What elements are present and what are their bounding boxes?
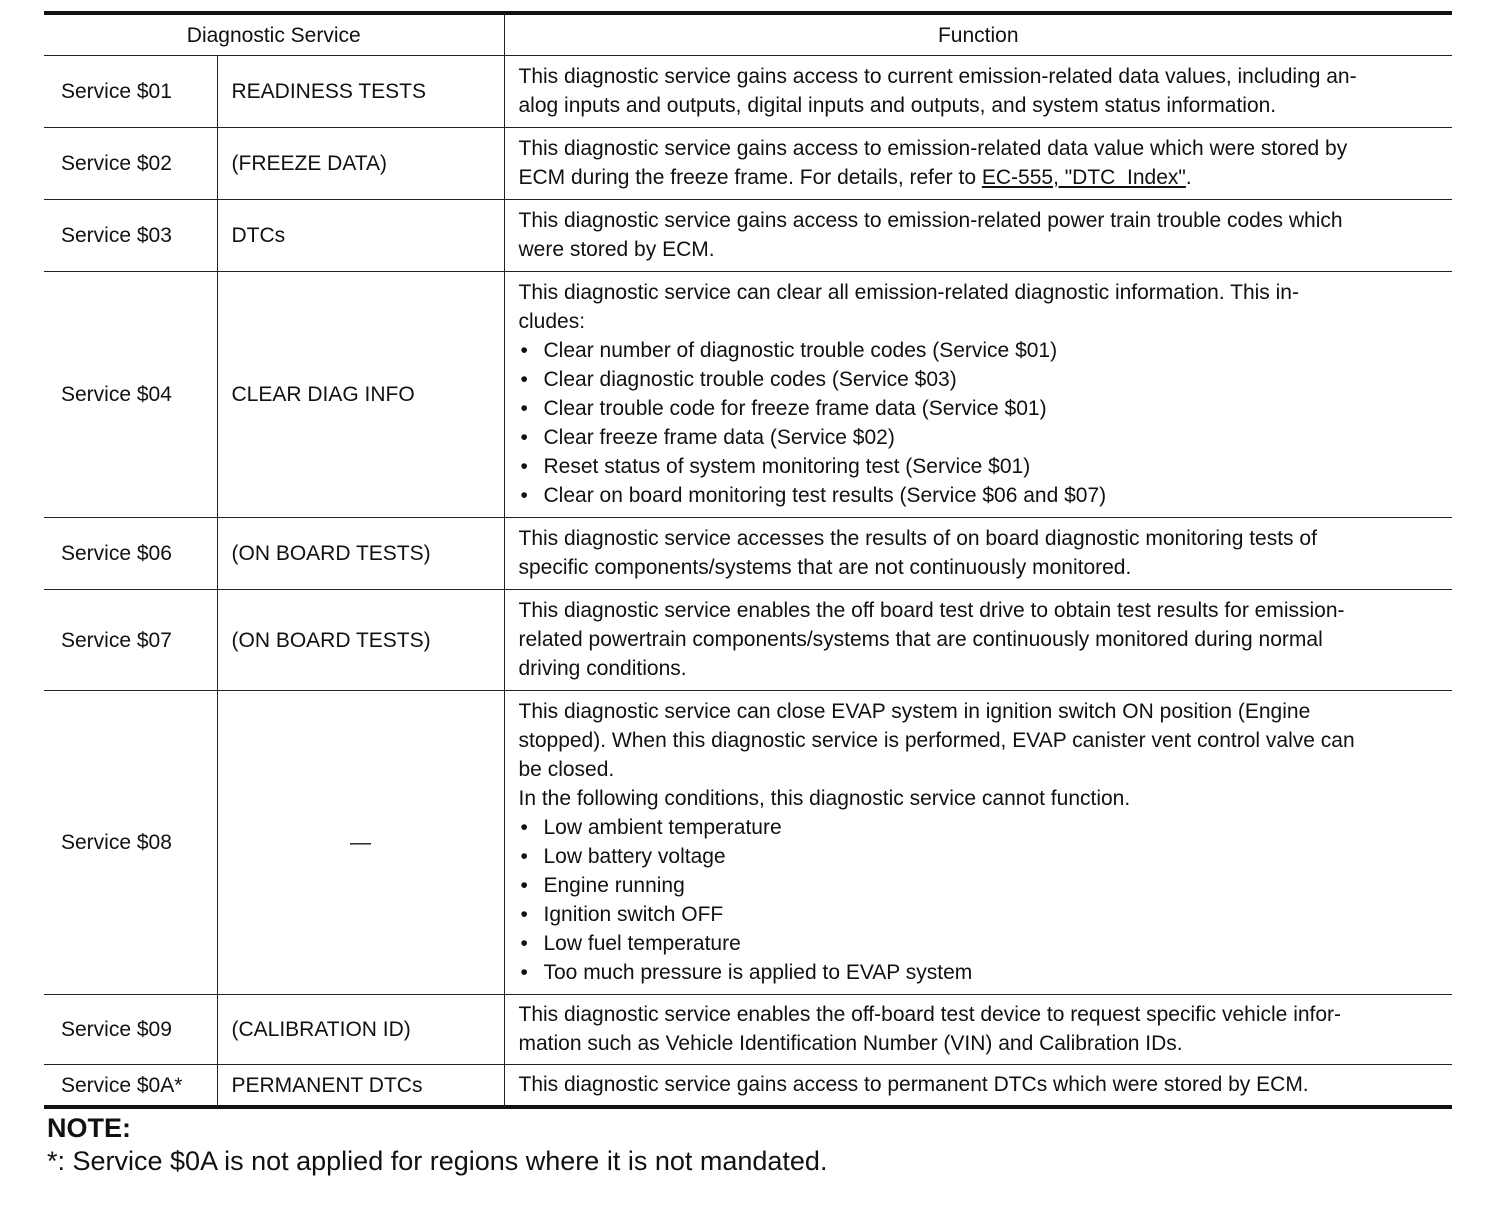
table-row (44, 995, 1452, 1065)
table-row (44, 1065, 1452, 1108)
service-code: Service $01 (44, 56, 217, 128)
function-line: This diagnostic service can clear all emission-related diagnostic information. This in- (518, 281, 1299, 304)
service-code: Service $0A* (44, 1065, 217, 1108)
header-function: Function (504, 13, 1452, 56)
function-line: This diagnostic service enables the off-board test device to request specific vehicle infor- (518, 1003, 1342, 1026)
service-code: Service $09 (44, 995, 217, 1065)
bullet-item: • Low fuel temperature (519, 929, 1439, 958)
note-text: *: Service $0A is not applied for regions where it is not mandated. (47, 1146, 828, 1176)
function-line: This diagnostic service enables the off board test drive to obtain test results for emission- (518, 599, 1345, 622)
bullet-item: • Clear number of diagnostic trouble codes (Service $01) (519, 336, 1439, 365)
bullet-item: • Low battery voltage (519, 842, 1439, 871)
function-line: related powertrain components/systems that are continuously monitored during normal (518, 628, 1323, 651)
bullet-list (519, 336, 1439, 510)
function-text: ECM during the freeze frame. For details, refer to (518, 166, 982, 189)
service-name: (FREEZE DATA) (217, 128, 504, 200)
function-line: stopped). When this diagnostic service is performed, EVAP canister vent control valve can (518, 729, 1355, 752)
function-line: be closed. (518, 758, 615, 781)
service-name: DTCs (217, 200, 504, 272)
header-diagnostic-service: Diagnostic Service (44, 13, 504, 56)
bullet-item: • Low ambient temperature (519, 813, 1439, 842)
function-line: This diagnostic service gains access to permanent DTCs which were stored by ECM. (518, 1073, 1309, 1096)
table-header-row (44, 13, 1452, 56)
service-code: Service $06 (44, 518, 217, 590)
function-line: specific components/systems that are not continuously monitored. (518, 556, 1132, 579)
bullet-item: • Too much pressure is applied to EVAP system (519, 958, 1439, 987)
function-line: driving conditions. (518, 657, 687, 680)
service-name: PERMANENT DTCs (217, 1065, 504, 1108)
table-row (44, 590, 1452, 691)
function-description (504, 518, 1452, 590)
bullet-item: • Clear freeze frame data (Service $02) (519, 423, 1439, 452)
function-line: mation such as Vehicle Identification Number (VIN) and Calibration IDs. (518, 1032, 1183, 1055)
function-line: This diagnostic service can close EVAP system in ignition switch ON position (Engine (518, 700, 1311, 723)
function-line: This diagnostic service gains access to current emission-related data values, including an- (518, 65, 1357, 88)
service-code: Service $04 (44, 272, 217, 518)
function-description (504, 691, 1452, 995)
service-code: Service $03 (44, 200, 217, 272)
function-description (504, 995, 1452, 1065)
document (44, 11, 1452, 1109)
service-name: — (217, 691, 504, 995)
function-line: This diagnostic service gains access to emission-related power train trouble codes which (518, 209, 1343, 232)
function-line: were stored by ECM. (518, 238, 715, 261)
service-name: (CALIBRATION ID) (217, 995, 504, 1065)
function-description (504, 128, 1452, 200)
function-line: alog inputs and outputs, digital inputs and outputs, and system status information. (518, 94, 1277, 117)
dtc-index-link[interactable]: EC-555, "DTC_Index" (981, 166, 1186, 189)
function-description (504, 590, 1452, 691)
function-line: cludes: (518, 310, 586, 333)
function-line (519, 163, 1439, 192)
note-section (47, 1112, 827, 1178)
bullet-item: • Reset status of system monitoring test (Service $01) (519, 452, 1439, 481)
bullet-item: • Engine running (519, 871, 1439, 900)
bullet-item: • Clear trouble code for freeze frame data (Service $01) (519, 394, 1439, 423)
function-description (504, 272, 1452, 518)
service-name: READINESS TESTS (217, 56, 504, 128)
table-row (44, 128, 1452, 200)
service-name: CLEAR DIAG INFO (217, 272, 504, 518)
table-row (44, 691, 1452, 995)
function-description (504, 1065, 1452, 1108)
service-code: Service $02 (44, 128, 217, 200)
function-description (504, 56, 1452, 128)
diagnostic-service-table (44, 11, 1452, 1109)
function-line: In the following conditions, this diagnostic service cannot function. (518, 787, 1131, 810)
function-line: This diagnostic service accesses the results of on board diagnostic monitoring tests of (518, 527, 1317, 550)
service-name: (ON BOARD TESTS) (217, 590, 504, 691)
note-title: NOTE: (47, 1113, 131, 1143)
function-line: This diagnostic service gains access to emission-related data value which were stored by (518, 137, 1348, 160)
table-row (44, 56, 1452, 128)
service-code: Service $08 (44, 691, 217, 995)
table-row (44, 518, 1452, 590)
bullet-list (519, 813, 1439, 987)
function-text: . (1185, 166, 1192, 189)
table-row (44, 200, 1452, 272)
service-name: (ON BOARD TESTS) (217, 518, 504, 590)
function-description (504, 200, 1452, 272)
bullet-item: • Clear on board monitoring test results (Service $06 and $07) (519, 481, 1439, 510)
bullet-item: • Clear diagnostic trouble codes (Service $03) (519, 365, 1439, 394)
bullet-item: • Ignition switch OFF (519, 900, 1439, 929)
table-row (44, 272, 1452, 518)
service-code: Service $07 (44, 590, 217, 691)
